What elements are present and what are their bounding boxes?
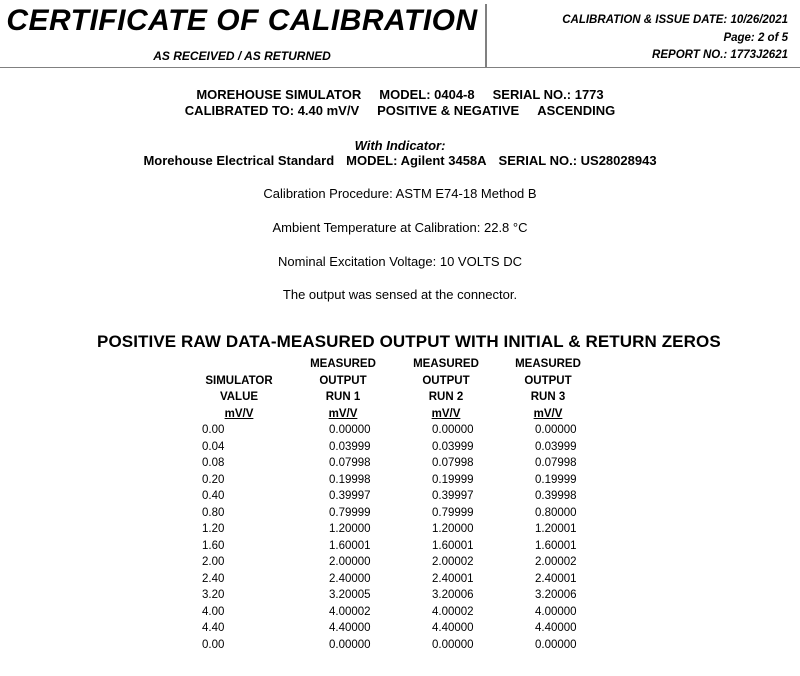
column-header-unit: mV/V <box>431 407 461 420</box>
run-1-value: 0.03999 <box>329 440 371 453</box>
column-header-run-3 <box>493 356 603 422</box>
run-3-value: 2.40001 <box>535 572 577 585</box>
run-3-value: 0.07998 <box>535 457 577 469</box>
device-serial: SERIAL NO.: 1773 <box>492 87 604 102</box>
table-title: POSITIVE RAW DATA-MEASURED OUTPUT WITH INITIAL & RETURN ZEROS <box>97 332 721 351</box>
page-number: Page: 2 of 5 <box>723 32 788 44</box>
run-2-value: 4.00002 <box>432 605 474 618</box>
device-model: MODEL: 0404-8 <box>379 87 475 102</box>
certificate-subtitle: AS RECEIVED / AS RETURNED <box>153 49 331 63</box>
table-row <box>175 439 638 456</box>
run-3-value: 0.03999 <box>535 440 577 453</box>
run-3-value: 4.00000 <box>535 605 577 618</box>
indicator-heading: With Indicator: <box>354 138 446 153</box>
run-3-value: 0.39998 <box>535 490 577 502</box>
simulator-value: 0.00 <box>202 424 225 436</box>
simulator-value: 0.20 <box>202 473 225 486</box>
simulator-value: 2.00 <box>202 556 225 568</box>
run-3-value: 1.60001 <box>535 539 577 552</box>
issue-date: CALIBRATION & ISSUE DATE: 10/26/2021 <box>562 14 788 26</box>
direction: ASCENDING <box>537 103 616 118</box>
run-2-value: 2.40001 <box>432 572 474 585</box>
column-header-line: MEASURED <box>310 358 376 370</box>
column-header-unit: mV/V <box>328 407 358 420</box>
run-1-value: 1.20000 <box>329 523 371 535</box>
column-header-line: RUN 1 <box>325 391 361 403</box>
run-3-value: 3.20006 <box>535 589 577 601</box>
ambient-temperature: Ambient Temperature at Calibration: 22.8 °C <box>272 220 528 235</box>
indicator-name: Morehouse Electrical Standard <box>143 153 335 168</box>
column-header-line: MEASURED <box>413 358 479 370</box>
excitation-voltage: Nominal Excitation Voltage: 10 VOLTS DC <box>278 254 522 269</box>
run-2-value: 3.20006 <box>432 589 474 601</box>
run-2-value: 2.00002 <box>432 556 474 568</box>
column-header-line: OUTPUT <box>422 374 470 387</box>
run-1-value: 0.19998 <box>329 473 371 486</box>
column-header-unit: mV/V <box>533 407 563 420</box>
run-1-value: 4.40000 <box>329 622 371 634</box>
simulator-value: 2.40 <box>202 572 225 585</box>
table-row <box>175 455 638 472</box>
column-header-line: SIMULATOR <box>205 374 273 387</box>
table-row <box>175 554 638 571</box>
header-divider-horizontal <box>0 67 800 68</box>
run-2-value: 1.60001 <box>432 539 474 552</box>
run-3-value: 0.19999 <box>535 473 577 486</box>
run-1-value: 3.20005 <box>329 589 371 601</box>
column-header-run-2 <box>391 356 501 422</box>
column-header-line: MEASURED <box>515 358 581 370</box>
calibration-procedure: Calibration Procedure: ASTM E74-18 Method B <box>263 186 537 201</box>
calibrated-to: CALIBRATED TO: 4.40 mV/V <box>184 103 360 118</box>
run-3-value: 1.20001 <box>535 523 577 535</box>
run-3-value: 0.00000 <box>535 638 577 651</box>
table-row <box>175 472 638 489</box>
run-2-value: 0.00000 <box>432 424 474 436</box>
table-row <box>175 587 638 604</box>
run-1-value: 0.39997 <box>329 490 371 502</box>
run-1-value: 0.79999 <box>329 506 371 519</box>
column-header-line: VALUE <box>219 391 259 403</box>
device-line-1 <box>0 87 800 102</box>
polarity-mode: POSITIVE & NEGATIVE <box>377 103 520 118</box>
column-header-line <box>184 356 294 373</box>
indicator-serial: SERIAL NO.: US28028943 <box>498 153 657 168</box>
run-3-value: 4.40000 <box>535 622 577 634</box>
column-header-simulator <box>184 356 294 422</box>
run-2-value: 4.40000 <box>432 622 474 634</box>
table-row <box>175 488 638 505</box>
simulator-value: 4.00 <box>202 605 225 618</box>
run-1-value: 1.60001 <box>329 539 371 552</box>
simulator-value: 4.40 <box>202 622 225 634</box>
run-3-value: 0.00000 <box>535 424 577 436</box>
table-row <box>175 637 638 654</box>
run-2-value: 0.79999 <box>432 506 474 519</box>
simulator-value: 3.20 <box>202 589 225 601</box>
table-row <box>175 538 638 555</box>
indicator-line <box>0 153 800 168</box>
simulator-value: 0.40 <box>202 490 225 502</box>
table-row <box>175 571 638 588</box>
run-1-value: 2.00000 <box>329 556 371 568</box>
run-1-value: 2.40000 <box>329 572 371 585</box>
indicator-model: MODEL: Agilent 3458A <box>346 153 487 168</box>
column-header-run-1 <box>288 356 398 422</box>
run-2-value: 1.20000 <box>432 523 474 535</box>
run-1-value: 0.00000 <box>329 424 371 436</box>
sensed-note: The output was sensed at the connector. <box>282 287 518 302</box>
simulator-value: 0.08 <box>202 457 225 469</box>
run-1-value: 0.00000 <box>329 638 371 651</box>
column-header-line: OUTPUT <box>524 374 572 387</box>
run-2-value: 0.00000 <box>432 638 474 651</box>
run-2-value: 0.07998 <box>432 457 474 469</box>
run-2-value: 0.03999 <box>432 440 474 453</box>
device-name: MOREHOUSE SIMULATOR <box>196 87 362 102</box>
run-3-value: 0.80000 <box>535 506 577 519</box>
run-1-value: 4.00002 <box>329 605 371 618</box>
table-row <box>175 620 638 637</box>
simulator-value: 0.04 <box>202 440 225 453</box>
table-row <box>175 422 638 439</box>
simulator-value: 0.00 <box>202 638 225 651</box>
header-divider-vertical <box>485 4 487 68</box>
run-2-value: 0.39997 <box>432 490 474 502</box>
table-row <box>175 604 638 621</box>
table-row <box>175 505 638 522</box>
column-header-line: RUN 3 <box>530 391 566 403</box>
run-1-value: 0.07998 <box>329 457 371 469</box>
report-number: REPORT NO.: 1773J2621 <box>652 49 788 61</box>
run-3-value: 2.00002 <box>535 556 577 568</box>
simulator-value: 1.20 <box>202 523 225 535</box>
column-header-unit: mV/V <box>224 407 254 420</box>
simulator-value: 1.60 <box>202 539 225 552</box>
certificate-title: CERTIFICATE OF CALIBRATION <box>6 4 478 37</box>
column-header-line: OUTPUT <box>319 374 367 387</box>
column-header-line: RUN 2 <box>428 391 464 403</box>
device-line-2 <box>0 103 800 118</box>
run-2-value: 0.19999 <box>432 473 474 486</box>
simulator-value: 0.80 <box>202 506 225 519</box>
table-row <box>175 521 638 538</box>
raw-data-table <box>175 422 638 653</box>
